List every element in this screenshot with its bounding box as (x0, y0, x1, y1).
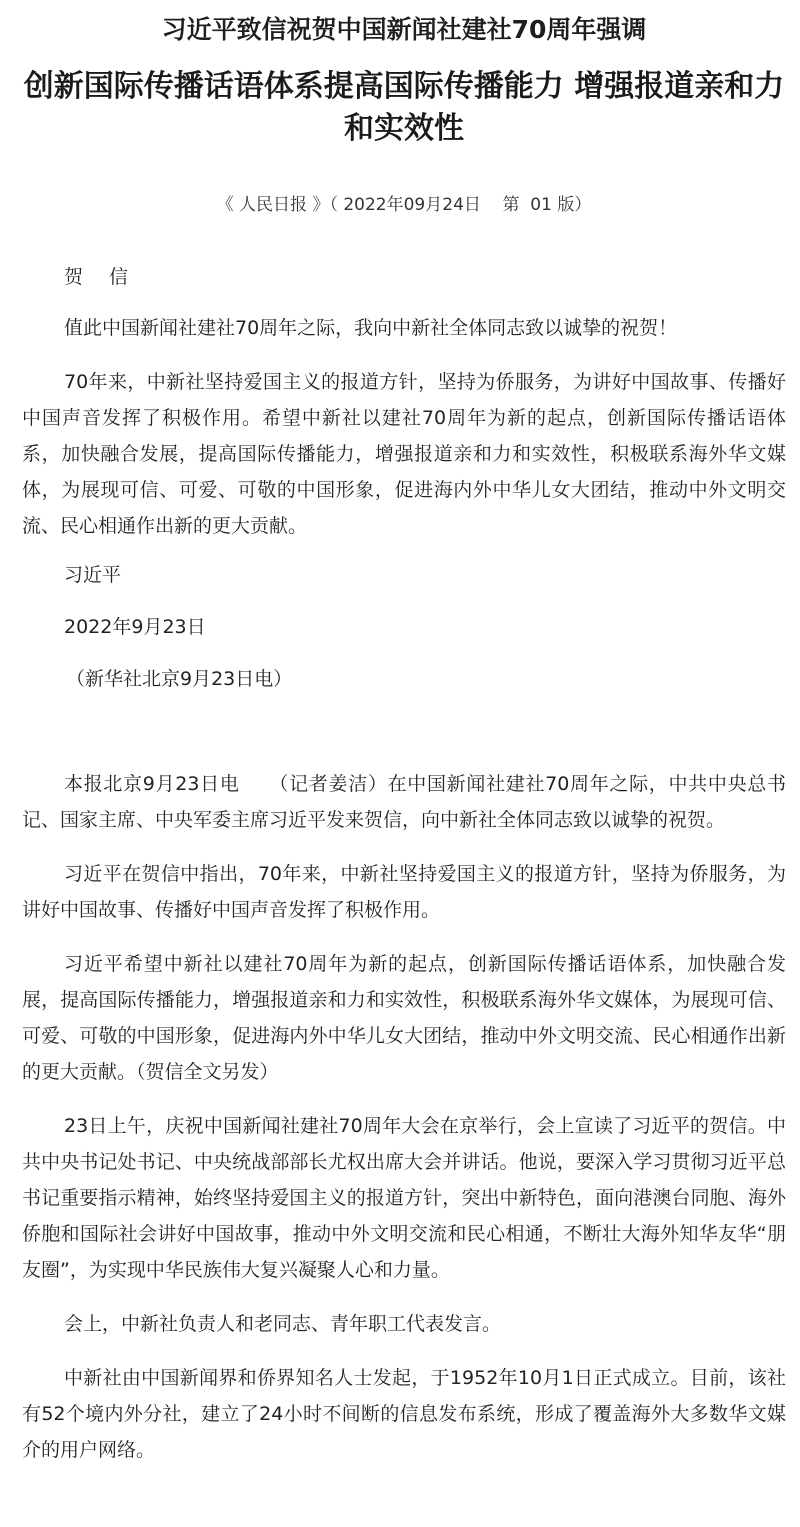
news-paragraph: 23日上午，庆祝中国新闻社建社70周年大会在京举行，会上宣读了习近平的贺信。中共中央书记处书记、中央统战部部长尤权出席大会并讲话。他说，要深入学习贯彻习近平总书记重要指示精神，始终坚持爱国主义的报道方针，突出中新特色，面向港澳台同胞、海外侨胞和国际社会讲好中国故事，推动中外文明交流和民心相通，不断壮大海外知华友华“朋友圈”，为实现中华民族伟大复兴凝聚人心和力量。 (22, 1115, 786, 1281)
article-kicker: 习近平致信祝贺中国新闻社建社70周年强调 (161, 15, 647, 44)
news-report (22, 766, 786, 1468)
letter-signature: 习近平 (64, 564, 122, 586)
article-source-line: 《 人民日报 》（ 2022年09月24日 第 01 版） (216, 195, 592, 215)
news-lead-text: 在中国新闻社建社70周年之际，中共中央总书记、国家主席、中央军委主席习近平发来贺信，向中新社全体同志致以诚挚的祝贺。 (22, 773, 786, 831)
congratulatory-letter (22, 262, 786, 694)
news-paragraph: 会上，中新社负责人和老同志、青年职工代表发言。 (64, 1313, 502, 1335)
letter-date: 2022年9月23日 (64, 616, 206, 638)
news-lead-paragraph (22, 766, 786, 838)
news-paragraph: 习近平希望中新社以建社70周年为新的起点，创新国际传播话语体系，加快融合发展，提高国际传播能力，增强报道亲和力和实效性，积极联系海外华文媒体，为展现可信、可爱、可敬的中国形象，促进海内外中华儿女大团结，推动中外文明交流、民心相通作出新的更大贡献。（贺信全文另发） (22, 953, 786, 1083)
news-paragraph: 习近平在贺信中指出，70年来，中新社坚持爱国主义的报道方针，坚持为侨服务，为讲好中国故事、传播好中国声音发挥了积极作用。 (22, 863, 786, 921)
letter-credit: （新华社北京9月23日电） (66, 668, 293, 690)
section-spacer (22, 694, 786, 748)
letter-title: 贺信 (64, 266, 155, 288)
letter-paragraph: 70年来，中新社坚持爱国主义的报道方针，坚持为侨服务，为讲好中国故事、传播好中国声音发挥了积极作用。希望中新社以建社70周年为新的起点，创新国际传播话语体系，加快融合发展，提高国际传播能力，增强报道亲和力和实效性，积极联系海外华文媒体，为展现可信、可爱、可敬的中国形象，促进海内外中华儿女大团结，推动中外文明交流、民心相通作出新的更大贡献。 (22, 371, 786, 537)
news-dateline: 本报北京9月23日电 （记者姜洁） (64, 773, 388, 795)
letter-paragraph: 值此中国新闻社建社70周年之际，我向中新社全体同志致以诚挚的祝贺！ (64, 317, 678, 339)
news-paragraph: 中新社由中国新闻界和侨界知名人士发起，于1952年10月1日正式成立。目前，该社有52个境内外分社，建立了24小时不间断的信息发布系统，形成了覆盖海外大多数华文媒介的用户网络。 (22, 1367, 786, 1461)
article-headline: 创新国际传播话语体系提高国际传播能力 增强报道亲和力和实效性 (23, 69, 785, 146)
